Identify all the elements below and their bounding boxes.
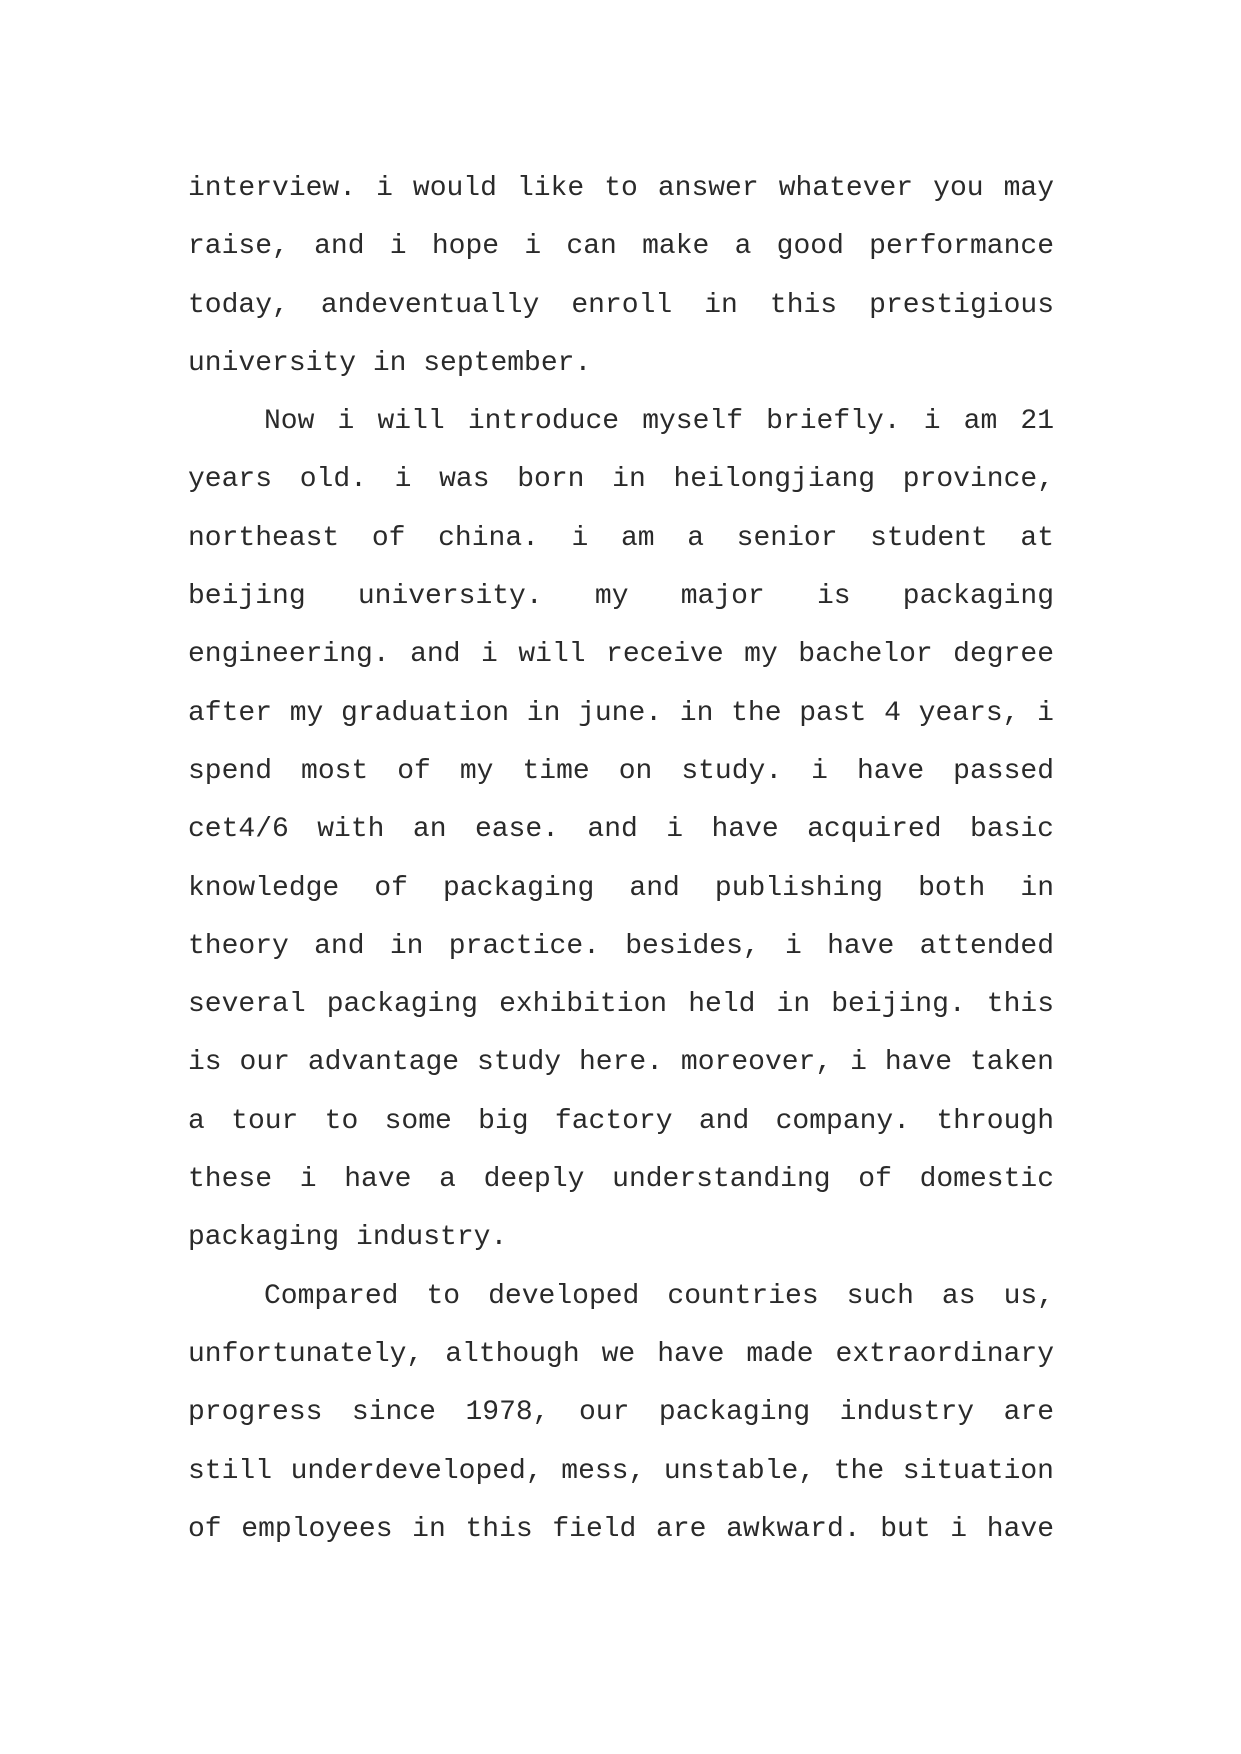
- text-line: theory and in practice. besides, i have attended: [188, 930, 1054, 962]
- paragraph-end-line: packaging industry.: [188, 1222, 508, 1254]
- paragraph-start-line: Now i will introduce myself briefly. i am 21: [264, 406, 1054, 438]
- text-line: these i have a deeply understanding of domestic: [188, 1164, 1054, 1196]
- text-line: beijing university. my major is packaging: [188, 581, 1054, 613]
- text-line: unfortunately, although we have made extraordinary: [188, 1338, 1054, 1370]
- body-text: [188, 160, 1054, 1559]
- text-line: cet4/6 with an ease. and i have acquired basic: [188, 814, 1054, 846]
- text-line: raise, and i hope i can make a good performance: [188, 231, 1054, 263]
- paragraph-end-line: university in september.: [188, 347, 592, 379]
- text-line: of employees in this field are awkward. but i have: [188, 1513, 1054, 1545]
- text-line: engineering. and i will receive my bachelor degree: [188, 639, 1054, 671]
- text-line: interview. i would like to answer whatever you may: [188, 173, 1054, 204]
- text-line: after my graduation in june. in the past 4 years, i: [188, 697, 1054, 729]
- text-line: progress since 1978, our packaging industry are: [188, 1397, 1054, 1429]
- text-line: still underdeveloped, mess, unstable, the situation: [188, 1455, 1054, 1487]
- paragraph-start-line: Compared to developed countries such as us,: [264, 1280, 1054, 1312]
- text-line: northeast of china. i am a senior student at: [188, 522, 1054, 554]
- text-line: spend most of my time on study. i have passed: [188, 755, 1054, 787]
- text-line: several packaging exhibition held in beijing. this: [188, 989, 1054, 1021]
- text-line: a tour to some big factory and company. through: [188, 1105, 1054, 1137]
- text-line: today, andeventually enroll in this prestigious: [188, 289, 1054, 321]
- text-line: knowledge of packaging and publishing both in: [188, 872, 1054, 904]
- text-line: years old. i was born in heilongjiang province,: [188, 464, 1054, 496]
- text-line: is our advantage study here. moreover, i have taken: [188, 1047, 1054, 1079]
